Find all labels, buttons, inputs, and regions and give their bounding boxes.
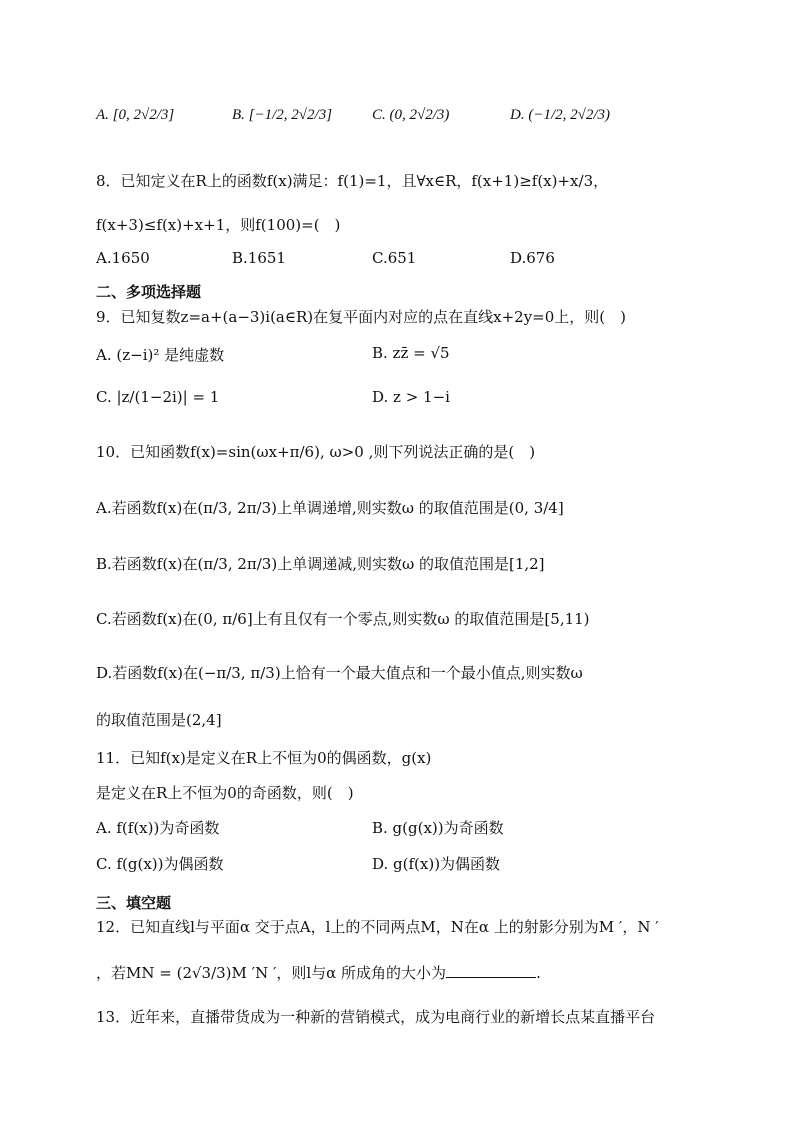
q11-option-c: C. f(g(x))为偶函数 [96,855,224,873]
q8-option-d: D.676 [510,249,555,267]
q11-option-d: D. g(f(x))为偶函数 [372,855,501,873]
q8-stem-line1: 8．已知定义在R上的函数f(x)满足：f(1)=1，且∀x∈R，f(x+1)≥f(x)+x/3， [96,172,609,190]
q8-option-a: A.1650 [96,249,150,267]
q10-option-b: B.若函数f(x)在(π/3, 2π/3)上单调递减,则实数ω 的取值范围是[1,2] [96,555,545,573]
q11-option-b: B. g(g(x))为奇函数 [372,819,504,837]
section-heading-fill-in: 三、填空题 [96,894,172,912]
q10-option-a: A.若函数f(x)在(π/3, 2π/3)上单调递增,则实数ω 的取值范围是(0, 3/4] [96,499,564,517]
q10-option-d: D.若函数f(x)在(−π/3, π/3)上恰有一个最大值点和一个最小值点,则实数ω [96,664,583,682]
q12-stem-line1: 12．已知直线l与平面α 交于点A，l上的不同两点M，N在α 上的射影分别为M ′，N ′ [96,918,659,936]
q9-option-c: C. |z/(1−2i)| = 1 [96,388,220,406]
q9-stem: 9．已知复数z=a+(a−3)i(a∈R)在复平面内对应的点在直线x+2y=0上，则( ) [96,308,626,326]
section-heading-multiple-choice: 二、多项选择题 [96,283,202,301]
q9-option-b: B. zz̄ = √5 [372,344,450,362]
q9-option-a: A. (z−i)² 是纯虚数 [96,346,225,364]
q7-option-a: A. [0, 2√2/3] [96,107,175,123]
q11-stem-line2: 是定义在R上不恒为0的奇函数，则( ) [96,784,354,802]
q7-option-c: C. (0, 2√2/3) [372,107,450,123]
q10-option-c: C.若函数f(x)在(0, π/6]上有且仅有一个零点,则实数ω 的取值范围是[5,11) [96,610,590,628]
q7-option-b: B. [−1/2, 2√2/3] [232,107,333,123]
q8-option-c: C.651 [372,249,417,267]
q12-stem-line2 [96,962,541,983]
q11-stem-line1: 11．已知f(x)是定义在R上不恒为0的偶函数，g(x) [96,749,432,767]
q13-stem-line1: 13．近年来，直播带货成为一种新的营销模式，成为电商行业的新增长点某直播平台 [96,1008,656,1026]
q8-stem-line2: f(x+3)≤f(x)+x+1，则f(100)=( ) [96,216,341,234]
q12-stem-line2-end: . [536,964,541,982]
q11-option-a: A. f(f(x))为奇函数 [96,819,220,837]
q10-stem: 10．已知函数f(x)=sin(ωx+π/6), ω>0 ,则下列说法正确的是( ) [96,443,536,461]
q12-stem-line2-text: ，若MN = (2√3/3)M ′N ′，则l与α 所成角的大小为 [96,964,447,982]
q12-answer-blank[interactable] [446,963,536,978]
q10-option-d-continuation: 的取值范围是(2,4] [96,711,222,729]
q8-option-b: B.1651 [232,249,286,267]
q9-option-d: D. z > 1−i [372,388,450,406]
q7-option-d: D. (−1/2, 2√2/3) [510,107,611,123]
